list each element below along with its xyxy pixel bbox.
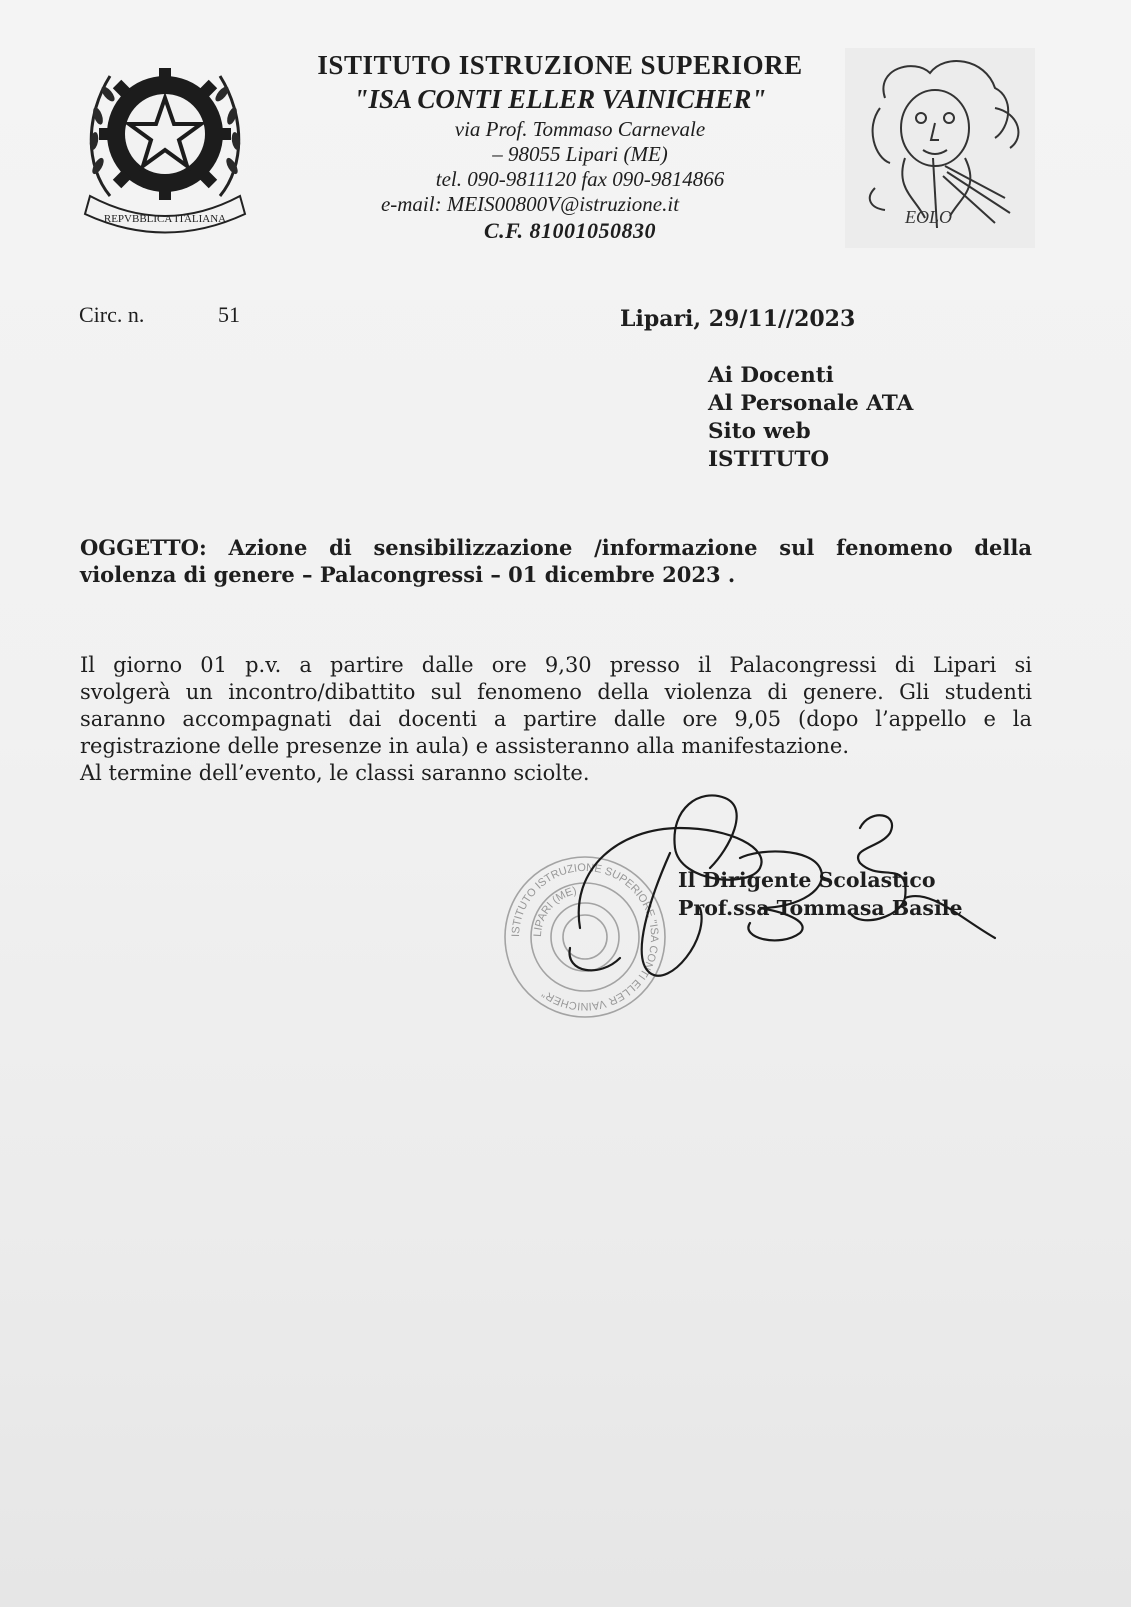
- word: di: [894, 653, 915, 677]
- word: giorno: [113, 653, 183, 677]
- word: l’appello: [875, 707, 967, 731]
- word: di: [767, 680, 788, 704]
- word: 9,30: [544, 653, 592, 677]
- body-line: [80, 706, 1032, 733]
- word: presso: [609, 653, 680, 677]
- word: OGGETTO:: [80, 535, 207, 560]
- word: a: [299, 653, 312, 677]
- address-line-1: via Prof. Tommaso Carnevale: [454, 117, 706, 141]
- word: svolgerà: [80, 680, 171, 704]
- word: della: [974, 535, 1032, 560]
- word: il: [698, 653, 712, 677]
- word: sul: [430, 680, 462, 704]
- republic-emblem: [80, 46, 250, 242]
- word: genere.: [802, 680, 884, 704]
- handwritten-signature: [560, 788, 1030, 998]
- word: 01: [200, 653, 227, 677]
- stamp-inner-text: LIPARI (ME): [531, 884, 578, 938]
- eolo-label: EOLO: [905, 207, 953, 227]
- phone-fax: tel. 090-9811120 fax 090-9814866: [435, 167, 725, 191]
- recipient: Ai Docenti: [708, 363, 834, 388]
- stamp-outer-text: ISTITUTO ISTRUZIONE SUPERIORE "ISA CONTI ELLER VAINICHER": [509, 861, 661, 1013]
- word: sul: [779, 535, 815, 560]
- word: violenza: [664, 680, 752, 704]
- word: ore: [682, 707, 718, 731]
- address-line-2: – 98055 Lipari (ME): [492, 142, 668, 166]
- eolo-logo: [845, 48, 1035, 248]
- word: della: [597, 680, 650, 704]
- signatory-role: Il Dirigente Scolastico: [678, 868, 936, 892]
- tax-code: C.F. 81001050830: [483, 218, 656, 243]
- subject-block: [80, 534, 1032, 588]
- word: (dopo: [798, 707, 859, 731]
- institute-title: ISTITUTO ISTRUZIONE SUPERIORE: [317, 50, 803, 80]
- body-line: Al termine dell’evento, le classi saranno sciolte.: [80, 761, 590, 785]
- word: 9,05: [734, 707, 782, 731]
- word: di: [329, 535, 352, 560]
- recipient: Sito web: [708, 419, 811, 444]
- recipients-list: [708, 362, 913, 474]
- word: si: [1014, 653, 1032, 677]
- word: dalle: [613, 707, 666, 731]
- signatory-name: Prof.ssa Tommasa Basile: [678, 896, 963, 920]
- word: partire: [523, 707, 597, 731]
- word: saranno: [80, 707, 166, 731]
- word: Lipari: [933, 653, 997, 677]
- emblem-ribbon-text: REPVBBLICA ITALIANA: [103, 213, 227, 225]
- word: Gli: [899, 680, 930, 704]
- word: accompagnati: [182, 707, 332, 731]
- word: /informazione: [594, 535, 758, 560]
- word: fenomeno: [477, 680, 582, 704]
- body-line: [80, 652, 1032, 679]
- body-text: [80, 652, 1032, 787]
- word: a: [493, 707, 507, 731]
- word: incontro/dibattito: [228, 680, 416, 704]
- recipient: ISTITUTO: [708, 447, 830, 472]
- word: dai: [348, 707, 382, 731]
- subject-line-1: [80, 534, 1032, 561]
- subject-line-2: violenza di genere – Palacongressi – 01 dicembre 2023 .: [80, 562, 736, 587]
- document-date: Lipari, 29/11//2023: [620, 306, 856, 332]
- email-line: e-mail: MEIS00800V@istruzione.it: [380, 192, 680, 216]
- word: Il: [80, 653, 96, 677]
- recipient: Al Personale ATA: [708, 391, 914, 416]
- word: p.v.: [245, 653, 282, 677]
- word: Palacongressi: [729, 653, 877, 677]
- word: studenti: [944, 680, 1032, 704]
- word: e: [983, 707, 996, 731]
- word: Azione: [228, 535, 308, 560]
- word: un: [185, 680, 213, 704]
- word: partire: [330, 653, 404, 677]
- school-name: "ISA CONTI ELLER VAINICHER": [353, 84, 767, 114]
- word: ore: [491, 653, 527, 677]
- word: dalle: [421, 653, 474, 677]
- word: docenti: [398, 707, 478, 731]
- body-line: registrazione delle presenze in aula) e assisteranno alla manifestazione.: [80, 734, 850, 758]
- body-line: [80, 679, 1032, 706]
- word: la: [1012, 707, 1032, 731]
- word: fenomeno: [836, 535, 953, 560]
- circular-number: 51: [218, 302, 240, 327]
- word: sensibilizzazione: [373, 535, 573, 560]
- circular-label: Circ. n.: [79, 302, 145, 327]
